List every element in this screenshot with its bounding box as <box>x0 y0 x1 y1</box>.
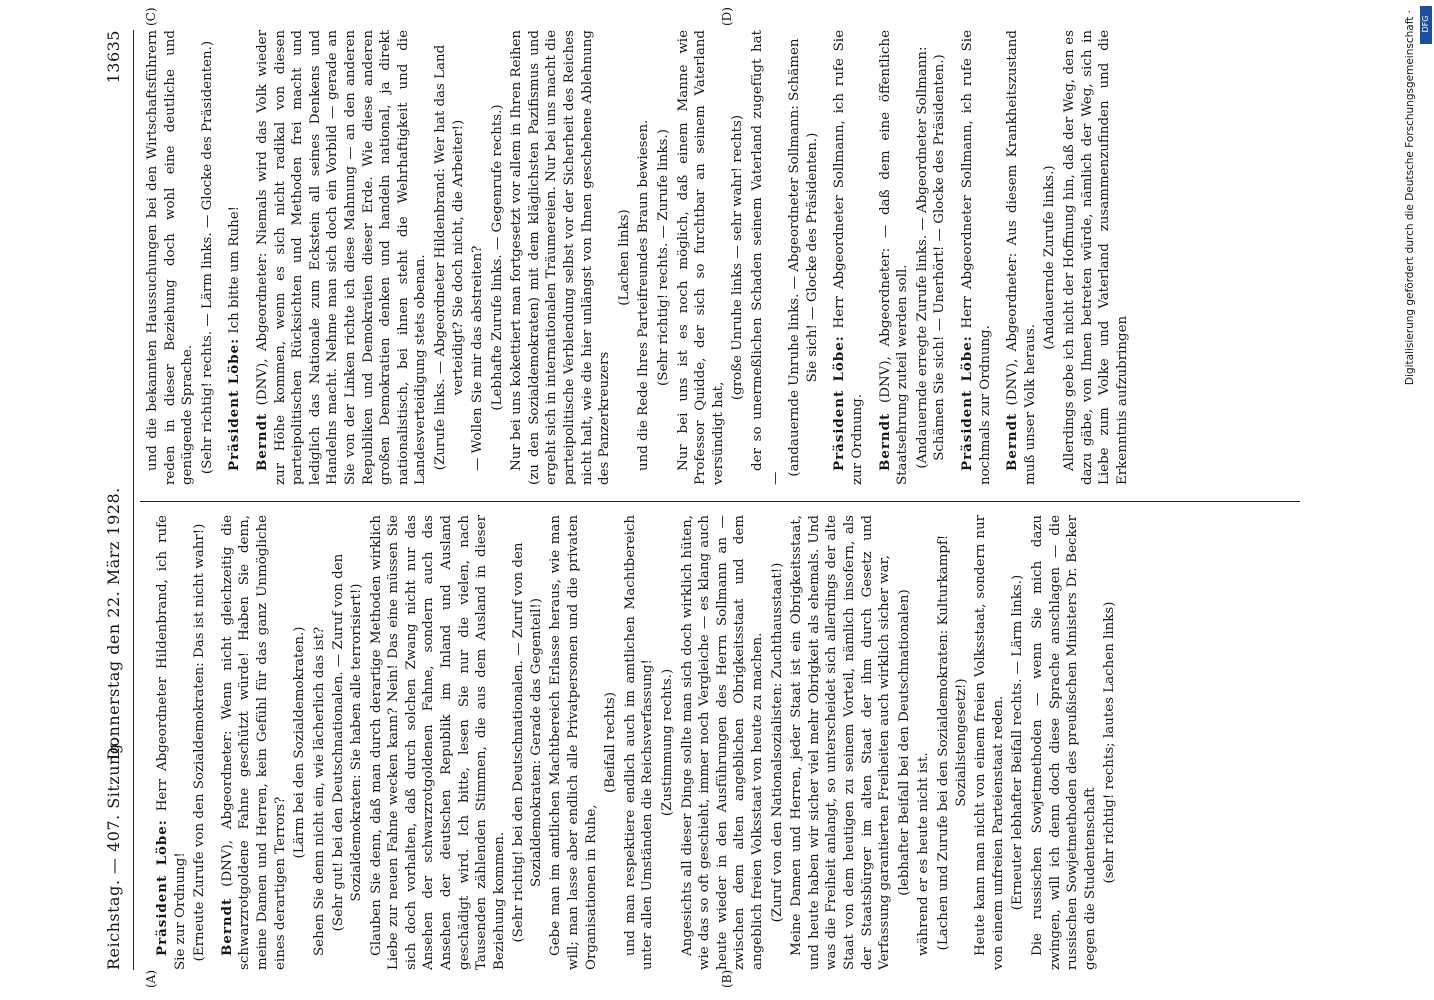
paragraph: während er es heute nicht ist. <box>916 752 932 956</box>
interjection: (Lebhafte Zurufe links. — Gegenrufe rechts.) <box>489 104 505 411</box>
interjection: (lebhafter Beifall bei den Deutschnationalen) <box>896 589 912 896</box>
interjection: (andauernde Unruhe links. — Abgeordneter Sollmann: Schämen Sie sich! — Glocke des Präsidenten.) <box>787 38 820 477</box>
speech-paragraph <box>219 515 289 970</box>
paragraph: Heute kann man nicht von einem freien Volksstaat, sondern nur von einem unfreien Parteienstaat reden. <box>973 515 1006 970</box>
paragraph: Glauben Sie denn, daß man durch derartige Methoden wirklich Liebe zur neuen Fahne wecken kann? Nein! Das eine müssen Sie sich doch vorhalten, daß durch solchen Zwang nicht nur das Ansehen der schwarzrotgoldenen Fahne, sondern auch das Ansehen der deutschen Republik im Inland und Ausland geschädigt wird. Ich bitte, lesen Sie nur die vielen, nach Tausenden zählenden Stimmen, die aus dem Ausland in dieser Beziehung kommen. <box>368 515 507 970</box>
speech-text: Herr Abgeordneter Sollmann, ich rufe Sie zur Ordnung. <box>832 30 865 485</box>
paragraph: und die Rede Ihres Parteifreundes Braun bewiesen. <box>636 119 652 471</box>
speech-text: Ich bitte um Ruhe! <box>227 205 243 338</box>
paragraph: Angesichts all dieser Dinge sollte man sich doch wirklich hüten, wie das so oft geschieht, immer noch Vergleiche — es klang auch heute wieder in den Ausführungen des Herrn Sollmann an — zwischen dem alten angeblichen Obrigkeitsstaat und dem angeblich freien Volksstaat von heute zu machen. <box>679 515 765 970</box>
running-header <box>100 30 130 970</box>
interjection: (Andauernde erregte Zurufe links. — Abgeordneter Sollmann: Schämen Sie sich! — Unerhört! — Glocke des Präsidenten.) <box>914 46 948 469</box>
paragraph: — Wollen Sie mir das abstreiten? <box>470 245 486 471</box>
interjection: (Zuruf von den Nationalsozialisten: Zuchthausstaat!) <box>769 562 785 923</box>
speech-paragraph <box>254 30 430 485</box>
speaker-name: Berndt <box>253 412 270 471</box>
paragraph: Sehen Sie denn nicht ein, wie lächerlich das ist? <box>311 626 327 956</box>
paragraph: und die bekannten Haussuchungen bei den Wirtschaftsführern reden in dieser Beziehung doch wohl eine deutliche und genügende Sprache. <box>145 30 196 485</box>
header-date: Donnerstag den 22. März 1928. <box>104 487 123 760</box>
interjection: (Lachen und Zurufe bei den Sozialdemokraten: Kulturkampf! Sozialistengesetz!) <box>935 534 969 951</box>
speech-paragraph <box>154 515 189 970</box>
right-text-column <box>144 30 1133 485</box>
interjection: (Zurufe links. — Abgeordneter Hildenbrand: Wer hat das Land verteidigt? Sie doch nicht, die Arbeiter!) <box>432 44 466 471</box>
dfg-logo <box>1420 6 1432 44</box>
interjection: (Sehr richtig! rechts. — Zurufe links.) <box>656 129 672 386</box>
interjection: (sehr richtig! rechts; lautes Lachen links) <box>1102 601 1118 884</box>
header-rule <box>133 30 134 970</box>
margin-marker-c: (C) <box>144 7 158 26</box>
speech-text: Herr Abgeordneter Sollmann, ich rufe Sie nochmals zur Ordnung. <box>959 30 993 485</box>
speaker-name: Präsident Löbe: <box>226 337 243 471</box>
digitization-credit <box>1404 10 1418 990</box>
speaker-name: Präsident Löbe: <box>154 819 170 956</box>
paragraph: Nur bei uns ist es noch möglich, daß einem Manne wie Professor Quidde, der sich so furchtbar an seinem Vaterland versündigt hat, <box>675 30 726 485</box>
margin-marker-b: (B) <box>720 969 734 988</box>
speech-text: (DNV), Abgeordneter: — daß dem eine öffentliche Staatsehrung zuteil werden soll. <box>877 30 911 485</box>
credit-text: Digitalisierung gefördert durch die Deutsche Forschungsgemeinschaft · <box>1404 10 1416 386</box>
speaker-name: Präsident Löbe: <box>831 335 848 471</box>
margin-marker-d: (D) <box>720 7 734 26</box>
interjection: (Lachen links) <box>616 209 632 306</box>
speech-paragraph <box>877 30 912 485</box>
header-left: Reichstag. — 407. Sitzung. <box>104 737 123 970</box>
interjection: (Sehr richtig! bei den Deutschnationalen. — Zuruf von den Sozialdemokraten: Gerade das Gegenteil!) <box>511 542 544 943</box>
paragraph: Gebe man im amtlichen Machtbereich Erlasse heraus, wie man will; man lasse aber endlich alle Privatpersonen und die privaten Organisationen in Ruhe, <box>548 515 599 970</box>
column-divider <box>140 501 1300 502</box>
speech-paragraph <box>226 30 244 485</box>
speech-text: (DNV), Abgeordneter: Aus diesem Krankheitszustand muß unser Volk heraus. <box>1005 30 1038 485</box>
paragraph: und man respektiere endlich auch im amtlichen Machtbereich unter allen Umständen die Reichsverfassung! <box>622 515 656 970</box>
speaker-name: Berndt <box>218 897 235 956</box>
paragraph: Allerdings gebe ich nicht der Hoffnung hin, daß der Weg, den es dazu gäbe, von Ihnen betreten würde, nämlich der Weg, sich in Liebe zum Volke und Vaterland zusammenzufinden und die Erkenntnis aufzubringen <box>1061 30 1130 485</box>
paragraph: Nur bei uns kokettiert man fortgesetzt vor allem in Ihren Reihen (zu den Sozialdemokraten) mit dem kläglichsten Pazifismus und ergeht sich in internationalen Träumereien. Nur bei uns macht die parteipolitische Verblendung selbst vor der Sicherheit des Reiches nicht halt, wie die hier unlängst von Ihnen geschehene Ablehnung des Panzerkreuzers <box>509 30 613 485</box>
speech-text: (DNV), Abgeordneter: Niemals wird das Volk wieder zur Höhe kommen, wenn es sich nicht radikal von diesen parteipolitischen Rücksichten und Methoden frei macht und lediglich das Nationale zum Eckstein all seines Denkens und Handelns macht. Nehme man sich doch ein Vorbild — gerade an Sie von der Linken richte ich diese Mahnung — an den anderen Republiken und Demokratien dieser Erde. Wie diese anderen großen Demokratien denken und handeln national, ja direkt nationalistisch, bei ihnen steht die Wehrhaftigkeit und die Landesverteidigung stets obenan. <box>254 30 429 485</box>
dfg-logo-text: DFG <box>1421 15 1430 33</box>
rotated-page-content <box>100 7 1305 988</box>
interjection: (Zustimmung rechts.) <box>660 668 676 817</box>
speech-paragraph <box>831 30 866 485</box>
interjection: (Sehr richtig! rechts. — Lärm links. — Glocke des Präsidenten.) <box>199 40 215 475</box>
interjection: (Erneute Zurufe von den Sozialdemokraten: Das ist nicht wahr!) <box>192 523 208 962</box>
paragraph: Die russischen Sowjetmethoden — wenn Sie mich dazu zwingen, will ich denn doch diese Sprache anschlagen — die russischen Sowjetmethoden des preußischen Ministers Dr. Becker gegen die Studentenschaft <box>1029 515 1098 970</box>
speech-text: (DNV), Abgeordneter: Wenn nicht gleichzeitig die schwarzrotgoldene Fahne geschützt würde! Haben Sie denn, meine Damen und Herren, kein Gefühl für das ganz Unmögliche eines derartigen Terrors? <box>219 515 288 970</box>
page-number: 13635 <box>104 30 123 84</box>
interjection: (Andauernde Zurufe links.) <box>1042 165 1058 350</box>
interjection: (Sehr gut! bei den Deutschnationalen. — Zuruf von den Sozialdemokraten: Sie haben alle terrorisiert!) <box>331 553 364 932</box>
speech-text: Herr Abgeordneter Hildenbrand, ich rufe Sie zur Ordnung! <box>155 515 188 970</box>
speaker-name: Berndt <box>876 412 893 471</box>
interjection: (Lärm bei den Sozialdemokraten.) <box>292 626 308 859</box>
margin-marker-a: (A) <box>144 969 158 988</box>
speech-paragraph <box>1004 30 1039 485</box>
interjection: (Erneuter lebhafter Beifall rechts. — Lärm links.) <box>1010 574 1026 911</box>
interjection: (große Unruhe links — sehr wahr! rechts) <box>730 114 746 401</box>
paragraph: Meine Damen und Herren, jeder Staat ist ein Obrigkeitsstaat, und heute haben wir sicher viel mehr Obrigkeit als ehemals. Und was die Freiheit anlangt, so unterscheidet sich allerdings der alte Staat von dem heutigen zu seinem Vorteil, nämlich insofern, als der Staatsbürger im alten Staat der ihm durch Gesetz und Verfassung garantierten Freiheiten auch wirklich sicher war, <box>789 515 893 970</box>
left-text-column <box>144 515 1121 970</box>
paragraph: der so unermeßlichen Schaden seinem Vaterland zugefügt hat — <box>750 30 783 485</box>
speaker-name: Berndt <box>1004 412 1021 471</box>
speech-paragraph <box>959 30 994 485</box>
speaker-name: Präsident Löbe: <box>958 335 975 471</box>
interjection: (Beifall rechts) <box>603 692 619 793</box>
